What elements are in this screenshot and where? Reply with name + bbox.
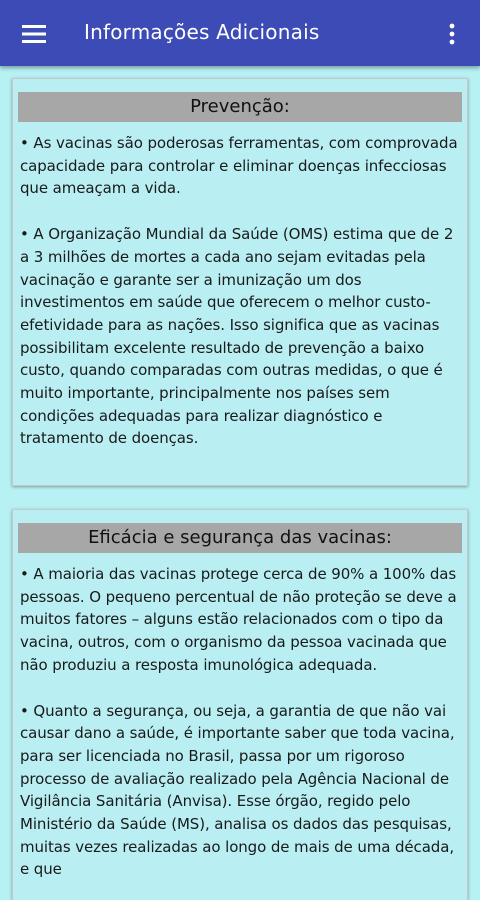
paragraph: • A maioria das vacinas protege cerca de 90% a 100% das pessoas. O pequeno percentual de não proteção se deve a muitos fatores – alguns estão relacionados com o tipo da vacina, outros, com o organismo da pessoa vacinada que não produziu a resposta imunológica adequada. — [20, 565, 457, 674]
more-options-button[interactable] — [432, 14, 472, 54]
section-body — [13, 553, 467, 881]
vertical-dots-icon — [449, 23, 455, 45]
section-header: Eficácia e segurança das vacinas: — [18, 523, 462, 553]
app-bar — [0, 0, 480, 66]
scroll-content[interactable] — [0, 66, 480, 900]
paragraph: • Quanto a segurança, ou seja, a garantia de que não vai causar dano a saúde, é importante saber que toda vacina, para ser licenciada no Brasil, passa por um rigoroso processo de avaliação realizado pela Agência Nacional de Vigilância Sanitária (Anvisa). Esse órgão, regido pelo Ministério da Saúde (MS), analisa os dados das pesquisas, muitas vezes realizadas ao longo de mais de uma década, e que — [20, 701, 455, 879]
section-header: Prevenção: — [18, 92, 462, 122]
page-title: Informações Adicionais — [84, 20, 320, 44]
paragraph: • A Organização Mundial da Saúde (OMS) estima que de 2 a 3 milhões de mortes a cada ano sejam evitadas pela vacinação e garante ser a imunização um dos investimentos em saúde que oferecem o melhor custo-efetividade para as nações. Isso significa que as vacinas possibilitam excelente resultado de prevenção a baixo custo, quando comparadas com outras medidas, o que é muito importante, principalmente nos países sem condições adequadas para realizar diagnóstico e tratamento de doenças. — [20, 225, 454, 448]
prevention-card — [12, 78, 468, 486]
section-body — [13, 122, 467, 450]
menu-button[interactable] — [14, 14, 54, 54]
hamburger-menu-icon — [22, 24, 46, 44]
paragraph: • As vacinas são poderosas ferramentas, com comprovada capacidade para controlar e eliminar doenças infecciosas que ameaçam a vida. — [20, 134, 458, 198]
efficacy-safety-card — [12, 509, 468, 900]
